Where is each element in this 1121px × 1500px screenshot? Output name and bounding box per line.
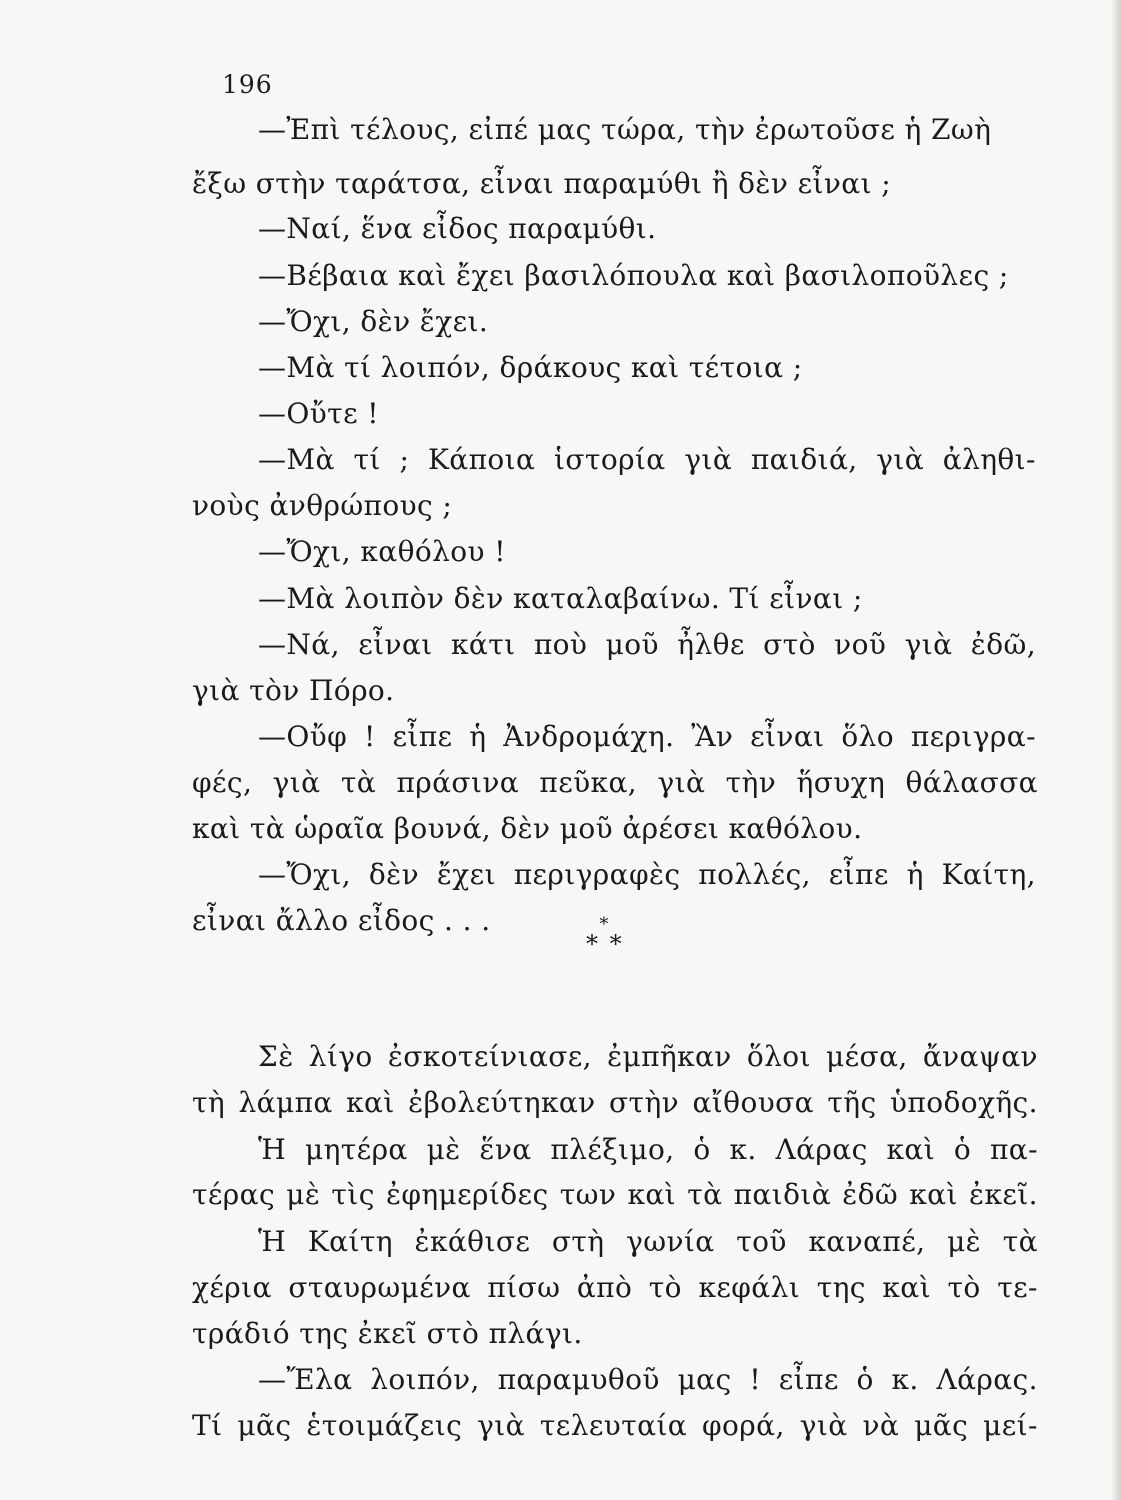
word: φορά,: [702, 1409, 785, 1442]
word: λοιπόν,: [370, 1363, 480, 1396]
word: μέσα,: [826, 1040, 908, 1073]
word: τὸ: [648, 1271, 682, 1304]
word: ἐφημερίδες: [385, 1178, 549, 1211]
word: τὶς: [331, 1178, 375, 1211]
word: !: [749, 1363, 761, 1396]
word: ἕνα: [479, 1133, 532, 1166]
word: γιὰ: [684, 443, 733, 476]
word: καναπέ,: [808, 1225, 926, 1258]
word: λίγο: [308, 1040, 373, 1073]
word: ἄναψαν: [922, 1040, 1038, 1073]
word: ἀπὸ: [576, 1271, 633, 1304]
word: καὶ: [909, 1178, 958, 1211]
text-line: [258, 1039, 1038, 1075]
word: μοῦ: [605, 628, 659, 661]
word: ἀληθι-: [942, 443, 1036, 476]
word: Ἂν: [691, 720, 734, 753]
word: ὅλο: [841, 720, 895, 753]
word: τὸ: [947, 1271, 981, 1304]
word: πεῦκα,: [539, 766, 638, 799]
word: ἐκάθισε: [414, 1225, 531, 1258]
word: νοῦ: [834, 628, 887, 661]
word: Ἀνδρομάχη.: [503, 720, 675, 753]
word: περιγρα-: [910, 720, 1036, 753]
word: ἐδῶ: [842, 1178, 899, 1211]
text-line: [192, 1177, 1038, 1213]
word: Καίτη,: [941, 858, 1036, 891]
word: τελευταία: [539, 1409, 688, 1442]
word: —Μὰ: [258, 443, 335, 476]
word: πίσω: [487, 1271, 561, 1304]
word: μᾶς: [237, 1409, 292, 1442]
word: γωνία: [626, 1225, 715, 1258]
text-line: καὶ τὰ ὡραῖα βουνά, δὲν μοῦ ἀρέσει καθόλου.: [192, 812, 863, 845]
text-line: ἔξω στὴν ταράτσα, εἶναι παραμύθι ἢ δὲν εἶναι ;: [192, 167, 892, 200]
word: τὴν: [725, 766, 777, 799]
text-line: —Ὄχι, καθόλου !: [258, 535, 506, 568]
word: της: [816, 1271, 866, 1304]
text-line: [258, 857, 1036, 893]
word: —Οὔφ: [258, 720, 348, 753]
word: δὲν: [368, 858, 420, 891]
word: τί: [353, 443, 381, 476]
word: γιὰ: [904, 628, 953, 661]
word: τῆς: [827, 1086, 877, 1119]
word: καὶ: [346, 1086, 395, 1119]
word: μας: [677, 1363, 732, 1396]
word: ἐκεῖ.: [969, 1178, 1038, 1211]
text-line: [192, 765, 1038, 801]
page-edge-shadow: [1111, 0, 1121, 1500]
word: παραμυθοῦ: [497, 1363, 660, 1396]
word: ἥσυχη: [796, 766, 886, 799]
word: των: [559, 1178, 617, 1211]
word: μὲ: [426, 1133, 461, 1166]
word: μᾶς: [914, 1409, 969, 1442]
word: ἑτοιμάζεις: [306, 1409, 463, 1442]
text-line: —Ναί, ἕνα εἶδος παραμύθι.: [258, 212, 657, 245]
asterism-bottom: * *: [586, 930, 624, 958]
word: κ.: [891, 1363, 919, 1396]
word: ὁ: [856, 1363, 874, 1396]
word: ὁ: [953, 1133, 972, 1166]
text-line: [258, 627, 1036, 663]
text-line: τράδιό της ἐκεῖ στὸ πλάγι.: [192, 1317, 583, 1350]
asterism-top: *: [599, 914, 611, 935]
word: λάμπα: [238, 1086, 333, 1119]
text-line: —Ἐπὶ τέλους, εἰπέ μας τώρα, τὴν ἐρωτοῦσε ἡ Ζωὴ: [258, 113, 992, 146]
word: πα-: [989, 1133, 1038, 1166]
text-line: [258, 1132, 1038, 1168]
word: Τί: [192, 1409, 223, 1442]
word: θάλασσα: [905, 766, 1038, 799]
word: ὅλοι: [746, 1040, 811, 1073]
word: γιὰ: [799, 1409, 848, 1442]
word: γιὰ: [477, 1409, 525, 1442]
word: μεί-: [983, 1409, 1038, 1442]
word: ἦλθε: [677, 628, 745, 661]
word: Σὲ: [258, 1040, 294, 1073]
word: τὰ: [1002, 1225, 1038, 1258]
word: παιδιά,: [750, 443, 858, 476]
word: Ἡ: [258, 1225, 287, 1258]
text-line: —Μὰ τί λοιπόν, δράκους καὶ τέτοια ;: [258, 351, 803, 384]
word: τὰ: [340, 766, 377, 799]
word: εἶναι: [358, 628, 433, 661]
word: εἶπε: [778, 1363, 839, 1396]
word: τοῦ: [736, 1225, 787, 1258]
word: ποὺ: [533, 628, 588, 661]
word: γιὰ: [876, 443, 925, 476]
text-line: —Οὔτε !: [258, 397, 379, 430]
word: καὶ: [886, 1133, 936, 1166]
word: ;: [399, 443, 410, 476]
word: !: [363, 720, 376, 753]
word: ἡ: [469, 720, 487, 753]
word: κ.: [729, 1133, 757, 1166]
word: Καίτη: [307, 1225, 393, 1258]
word: τε-: [997, 1271, 1038, 1304]
word: πράσινα: [396, 766, 520, 799]
text-line: [258, 1362, 1038, 1398]
word: ἱστορία: [554, 443, 666, 476]
word: παιδιὰ: [733, 1178, 832, 1211]
word: σταυρωμένα: [288, 1271, 471, 1304]
word: —Νά,: [258, 628, 340, 661]
word: καὶ: [627, 1178, 677, 1211]
word: τὴ: [192, 1086, 226, 1119]
word: στὴν: [609, 1086, 680, 1119]
word: ὑποδοχῆς.: [889, 1086, 1038, 1119]
word: —Ὄχι,: [258, 858, 352, 891]
word: περιγραφὲς: [513, 858, 681, 891]
text-line: [192, 1270, 1038, 1306]
text-line: γιὰ τὸν Πόρο.: [192, 674, 395, 707]
text-line: —Ὄχι, δὲν ἔχει.: [258, 305, 489, 338]
word: ἐβολεύτηκαν: [408, 1086, 596, 1119]
word: Λάρας.: [936, 1363, 1038, 1396]
word: ὁ: [693, 1133, 711, 1166]
word: γιὰ: [657, 766, 706, 799]
word: χέρια: [192, 1271, 272, 1304]
word: φές,: [192, 766, 253, 799]
word: κάτι: [451, 628, 516, 661]
word: τὰ: [687, 1178, 723, 1211]
text-line: [258, 1224, 1038, 1260]
text-line: [258, 442, 1036, 478]
word: αἴθουσα: [692, 1086, 814, 1119]
text-line: [258, 719, 1036, 755]
word: καὶ: [882, 1271, 931, 1304]
word: νὰ: [862, 1409, 900, 1442]
word: κεφάλι: [698, 1271, 801, 1304]
text-line: —Μὰ λοιπὸν δὲν καταλαβαίνω. Τί εἶναι ;: [258, 582, 863, 615]
word: μητέρα: [305, 1133, 408, 1166]
text-line: νοὺς ἀνθρώπους ;: [192, 489, 453, 522]
word: ἡ: [906, 858, 924, 891]
word: Κάποια: [427, 443, 536, 476]
page-number: 196: [222, 70, 273, 99]
word: Λάρας: [775, 1133, 868, 1166]
text-line: [192, 1408, 1038, 1444]
word: πλέξιμο,: [550, 1133, 675, 1166]
word: εἶναι: [750, 720, 825, 753]
section-break-asterism: [586, 914, 624, 958]
word: στὴ: [551, 1225, 605, 1258]
text-line: [192, 1085, 1038, 1121]
word: μὲ: [947, 1225, 982, 1258]
word: γιὰ: [272, 766, 321, 799]
word: ἐσκοτείνιασε,: [387, 1040, 592, 1073]
word: εἶπε: [828, 858, 889, 891]
word: μὲ: [286, 1178, 321, 1211]
word: τέρας: [192, 1178, 276, 1211]
word: ἔχει: [436, 858, 496, 891]
text-line: —Βέβαια καὶ ἔχει βασιλόπουλα καὶ βασιλοποῦλες ;: [258, 259, 1009, 292]
word: στὸ: [763, 628, 816, 661]
word: —Ἔλα: [258, 1363, 353, 1396]
text-line: εἶναι ἄλλο εἶδος . . .: [192, 904, 491, 937]
word: ἐμπῆκαν: [607, 1040, 732, 1073]
word: Ἡ: [258, 1133, 287, 1166]
word: εἶπε: [392, 720, 453, 753]
word: ἐδῶ,: [970, 628, 1036, 661]
word: πολλές,: [698, 858, 811, 891]
